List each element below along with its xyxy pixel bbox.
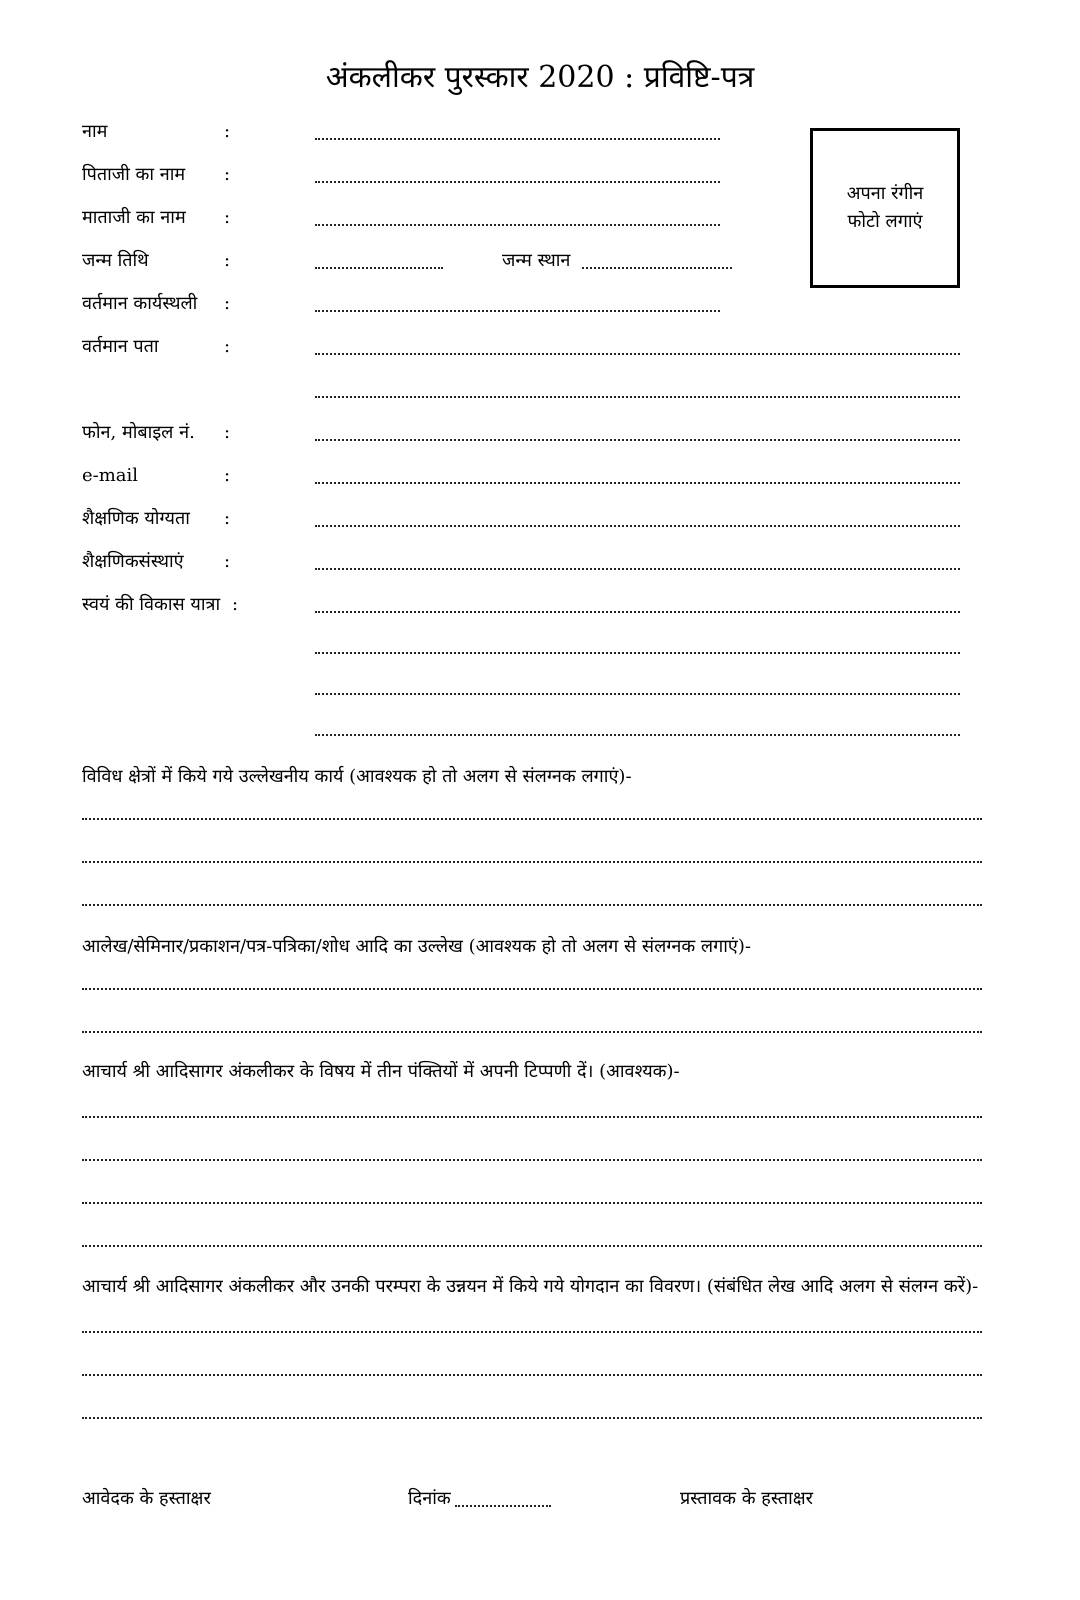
colon: : [224,508,231,529]
comment-field-line-2[interactable] [82,1159,982,1161]
colon: : [224,551,231,572]
father-name-field[interactable] [315,181,720,183]
label-institutions: शैक्षणिकसंस्थाएं [82,551,184,572]
section-heading-papers: आलेख/सेमिनार/प्रकाशन/पत्र-पत्रिका/शोध आदि का उल्लेख (आवश्यक हो तो अलग से संलग्नक लगाएं)- [82,936,751,957]
dob-field[interactable] [315,267,443,269]
colon: : [224,465,231,486]
section-heading-comment: आचार्य श्री आदिसागर अंकलीकर के विषय में तीन पंक्तियों में अपनी टिप्पणी दें। (आवश्यक)- [82,1061,680,1082]
label-phone: फोन, मोबाइल नं. [82,422,195,443]
mother-name-field[interactable] [315,224,720,226]
papers-field-line-1[interactable] [82,988,982,990]
photo-placeholder-box[interactable] [810,128,960,288]
label-address: वर्तमान पता [82,336,159,357]
qualification-field[interactable] [315,525,960,527]
label-name: नाम [82,121,108,142]
journey-field-line-3[interactable] [315,693,960,695]
label-email: e-mail [82,465,139,486]
section-heading-contribution: आचार्य श्री आदिसागर अंकलीकर और उनकी परम्परा के उन्नयन में किये गये योगदान का विवरण। (संबंधित लेख आदि अलग से संलग्न करें)- [82,1276,979,1297]
label-workplace: वर्तमान कार्यस्थली [82,293,198,314]
name-field[interactable] [315,138,720,140]
section-heading-works: विविध क्षेत्रों में किये गये उल्लेखनीय कार्य (आवश्यक हो तो अलग से संलग्नक लगाएं)- [82,766,632,787]
comment-field-line-4[interactable] [82,1245,982,1247]
colon: : [224,293,231,314]
form-title: अंकलीकर पुरस्कार 2020 : प्रविष्टि-पत्र [325,60,755,95]
label-mother-name: माताजी का नाम [82,207,186,228]
contribution-field-line-1[interactable] [82,1331,982,1333]
comment-field-line-1[interactable] [82,1116,982,1118]
birthplace-field[interactable] [582,267,732,269]
comment-field-line-3[interactable] [82,1202,982,1204]
colon: : [224,250,231,271]
photo-box-line-2: फोटो लगाएं [847,211,923,232]
label-birthplace: जन्म स्थान [502,250,571,271]
address-field-line-2[interactable] [315,396,960,398]
address-field-line-1[interactable] [315,353,960,355]
works-field-line-1[interactable] [82,818,982,820]
label-father-name: पिताजी का नाम [82,164,186,185]
colon: : [224,121,231,142]
works-field-line-2[interactable] [82,861,982,863]
date-field[interactable] [455,1505,551,1507]
applicant-signature-label: आवेदक के हस्ताक्षर [82,1488,211,1509]
colon: : [224,336,231,357]
colon: : [232,594,239,615]
workplace-field[interactable] [315,310,720,312]
colon: : [224,164,231,185]
works-field-line-3[interactable] [82,904,982,906]
date-label: दिनांक [408,1488,451,1509]
proposer-signature-label: प्रस्तावक के हस्ताक्षर [680,1488,814,1509]
papers-field-line-2[interactable] [82,1031,982,1033]
colon: : [224,207,231,228]
contribution-field-line-2[interactable] [82,1374,982,1376]
label-development-journey: स्वयं की विकास यात्रा [82,594,221,615]
journey-field-line-1[interactable] [315,611,960,613]
label-qualification: शैक्षणिक योग्यता [82,508,190,529]
email-field[interactable] [315,482,960,484]
colon: : [224,422,231,443]
contribution-field-line-3[interactable] [82,1417,982,1419]
phone-field[interactable] [315,439,960,441]
photo-box-line-1: अपना रंगीन [846,183,924,204]
institutions-field[interactable] [315,568,960,570]
journey-field-line-4[interactable] [315,734,960,736]
journey-field-line-2[interactable] [315,652,960,654]
label-dob: जन्म तिथि [82,250,149,271]
